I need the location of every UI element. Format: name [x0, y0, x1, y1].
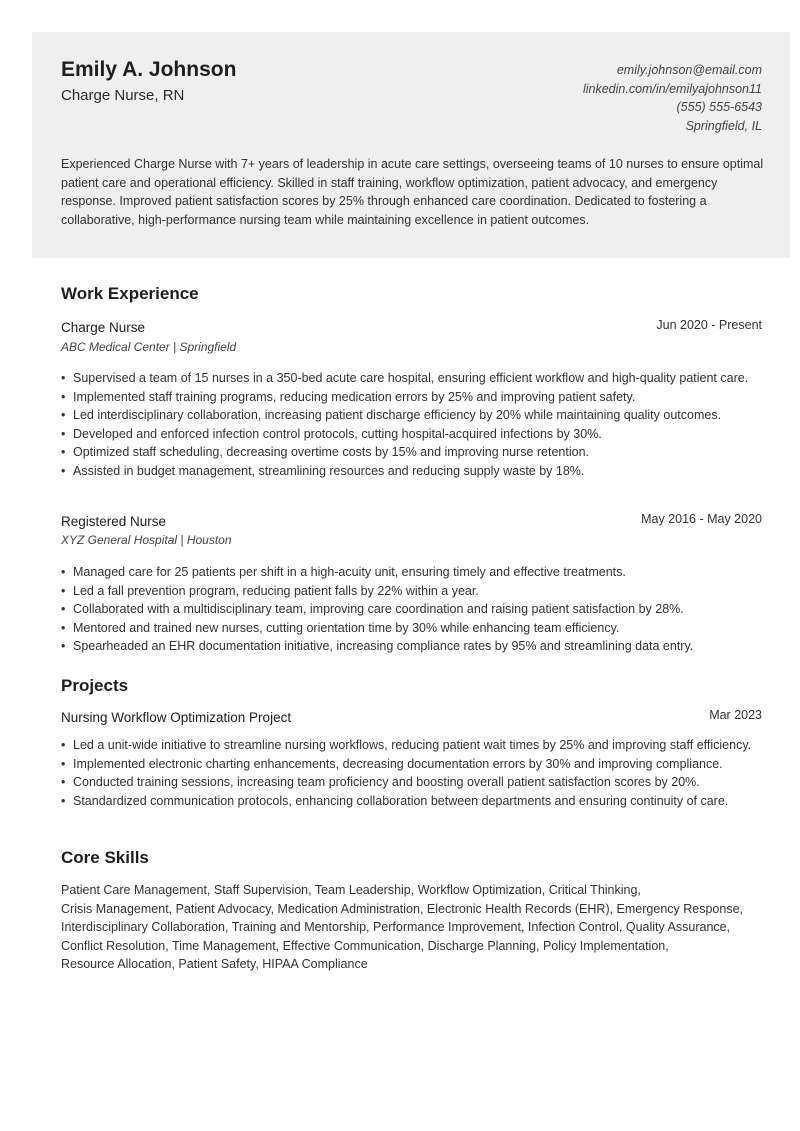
- list-item: • Spearheaded an EHR documentation initiative, increasing compliance rates by 95% and streamlining data entry.: [61, 637, 767, 656]
- project-bullets: [61, 736, 767, 810]
- job-employer: ABC Medical Center | Springfield: [61, 340, 237, 354]
- list-item: • Assisted in budget management, streamlining resources and reducing supply waste by 18%.: [61, 462, 767, 481]
- projects-heading: Projects: [61, 676, 129, 695]
- skills-line: Patient Care Management, Staff Supervision, Team Leadership, Workflow Optimization, Critical Thinking,: [61, 883, 641, 897]
- work-experience-heading: Work Experience: [61, 284, 199, 303]
- contact-location: Springfield, IL: [685, 118, 762, 133]
- professional-summary: Experienced Charge Nurse with 7+ years of leadership in acute care settings, overseeing teams of 10 nurses to ensure optimal patient care and operational efficiency. Skilled in staff training, workflow optimization, patient advocacy, and emergency response. Improved patient satisfaction scores by 25% through enhanced care coordination. Dedicated to fostering a collaborative, high-performance nursing team while maintaining excellence in patient outcomes.: [61, 157, 764, 228]
- list-item: • Optimized staff scheduling, decreasing overtime costs by 15% and improving nurse retention.: [61, 443, 767, 462]
- skills-line: Crisis Management, Patient Advocacy, Medication Administration, Electronic Health Records (EHR), Emergency Response,: [61, 901, 744, 916]
- job-title: Charge Nurse: [61, 320, 146, 335]
- list-item: • Led interdisciplinary collaboration, increasing patient discharge efficiency by 20% while maintaining quality outcomes.: [61, 406, 767, 425]
- list-item: • Mentored and trained new nurses, cutting orientation time by 30% while enhancing team efficiency.: [61, 619, 767, 638]
- list-item: • Implemented electronic charting enhancements, decreasing documentation errors by 30% and improving compliance.: [61, 755, 767, 774]
- list-item: • Implemented staff training programs, reducing medication errors by 25% and improving patient safety.: [61, 388, 767, 407]
- contact-block: [583, 61, 762, 135]
- job-title: Registered Nurse: [61, 514, 167, 529]
- candidate-title: Charge Nurse, RN: [61, 87, 185, 104]
- job-bullets: [61, 369, 767, 480]
- project-title: Nursing Workflow Optimization Project: [61, 710, 292, 725]
- list-item: • Standardized communication protocols, enhancing collaboration between departments and ensuring continuity of care.: [61, 792, 767, 811]
- candidate-name: Emily A. Johnson: [61, 58, 237, 81]
- list-item: • Developed and enforced infection control protocols, cutting hospital-acquired infections by 30%.: [61, 425, 767, 444]
- skills-line: Resource Allocation, Patient Safety, HIPAA Compliance: [61, 957, 368, 972]
- skills-line: Interdisciplinary Collaboration, Training and Mentorship, Performance Improvement, Infection Control, Quality Assurance,: [61, 920, 731, 935]
- contact-linkedin[interactable]: linkedin.com/in/emilyajohnson11: [582, 81, 762, 96]
- list-item: • Led a unit-wide initiative to streamline nursing workflows, reducing patient wait times by 25% and improving staff efficiency.: [61, 736, 767, 755]
- job-dates: May 2016 - May 2020: [641, 512, 762, 526]
- core-skills-heading: Core Skills: [61, 848, 149, 867]
- list-item: • Conducted training sessions, increasing team proficiency and boosting overall patient satisfaction scores by 20%.: [61, 773, 767, 792]
- job-dates: Jun 2020 - Present: [656, 318, 762, 332]
- job-bullets: [61, 563, 767, 656]
- list-item: • Led a fall prevention program, reducing patient falls by 22% within a year.: [61, 582, 767, 601]
- job-employer: XYZ General Hospital | Houston: [61, 533, 232, 547]
- project-date: Mar 2023: [709, 708, 762, 722]
- list-item: • Collaborated with a multidisciplinary team, improving care coordination and raising patient satisfaction by 28%.: [61, 600, 767, 619]
- contact-email[interactable]: emily.johnson@email.com: [616, 63, 762, 77]
- skills-line: Conflict Resolution, Time Management, Effective Communication, Discharge Planning, Policy Implementation,: [61, 938, 669, 953]
- list-item: • Managed care for 25 patients per shift in a high-acuity unit, ensuring timely and effective treatments.: [61, 563, 767, 582]
- resume-header: [32, 32, 790, 258]
- list-item: • Supervised a team of 15 nurses in a 350-bed acute care hospital, ensuring efficient workflow and high-quality patient care.: [61, 369, 767, 388]
- skills-list: [61, 881, 769, 974]
- contact-phone: (555) 555-6543: [676, 100, 762, 114]
